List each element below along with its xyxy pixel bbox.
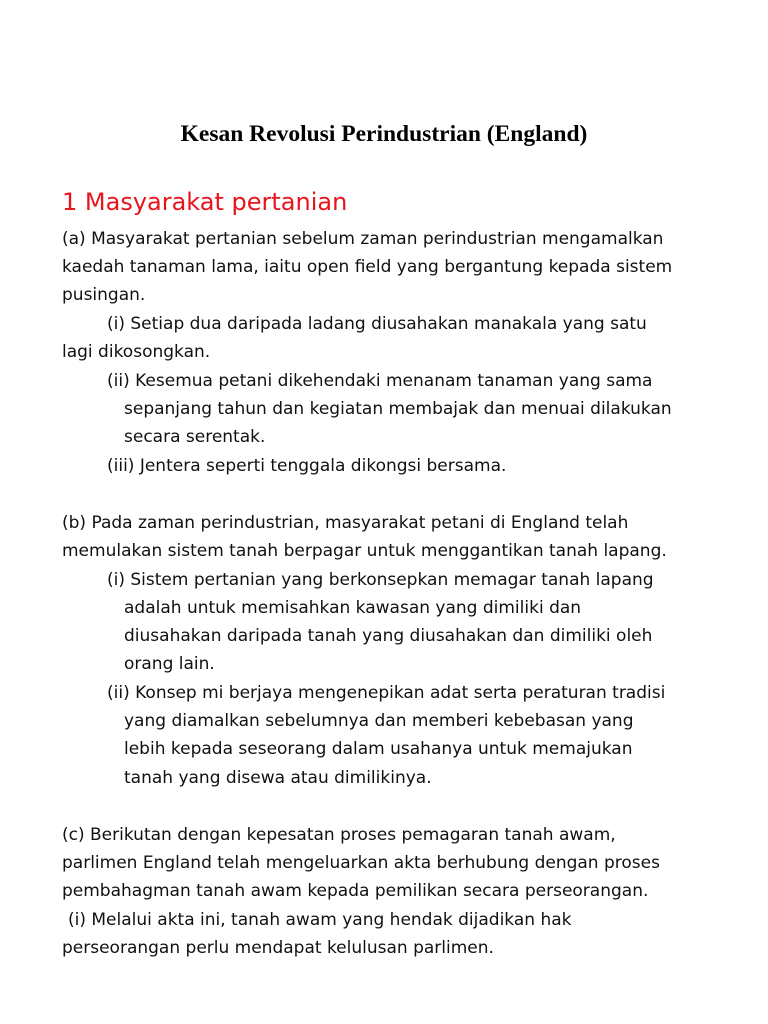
text-line: (i) Melalui akta ini, tanah awam yang hendak dijadikan hak (68, 910, 572, 930)
section-heading: 1 Masyarakat pertanian (62, 188, 348, 216)
text-line: lagi dikosongkan. (62, 342, 211, 362)
text-line: sepanjang tahun dan kegiatan membajak dan menuai dilakukan (124, 399, 672, 419)
text-line: (b) Pada zaman perindustrian, masyarakat petani di England telah (62, 513, 629, 533)
text-line: orang lain. (124, 654, 215, 674)
text-line: (ii) Kesemua petani dikehendaki menanam tanaman yang sama (107, 371, 653, 391)
document-title: Kesan Revolusi Perindustrian (England) (180, 121, 588, 147)
text-line: (iii) Jentera seperti tenggala dikongsi bersama. (107, 456, 507, 476)
text-line: (ii) Konsep mi berjaya mengenepikan adat serta peraturan tradisi (107, 683, 666, 703)
text-line: (a) Masyarakat pertanian sebelum zaman perindustrian mengamalkan (62, 229, 664, 249)
text-line: adalah untuk memisahkan kawasan yang dimiliki dan (124, 598, 582, 618)
text-line: kaedah tanaman lama, iaitu open field yang bergantung kepada sistem (62, 257, 673, 277)
text-line: yang diamalkan sebelumnya dan memberi kebebasan yang (124, 711, 634, 731)
text-line: parlimen England telah mengeluarkan akta berhubung dengan proses (62, 853, 660, 873)
text-line: (c) Berikutan dengan kepesatan proses pemagaran tanah awam, (62, 825, 616, 845)
text-line: (i) Sistem pertanian yang berkonsepkan memagar tanah lapang (107, 570, 654, 590)
text-line: (i) Setiap dua daripada ladang diusahakan manakala yang satu (107, 314, 647, 334)
text-line: perseorangan perlu mendapat kelulusan parlimen. (62, 938, 494, 958)
text-line: lebih kepada seseorang dalam usahanya untuk memajukan (124, 739, 633, 759)
text-line: tanah yang disewa atau dimilikinya. (124, 768, 432, 788)
text-line: pusingan. (62, 285, 146, 305)
text-line: memulakan sistem tanah berpagar untuk menggantikan tanah lapang. (62, 541, 667, 561)
text-line: diusahakan daripada tanah yang diusahakan dan dimiliki oleh (124, 626, 653, 646)
text-line: secara serentak. (124, 427, 266, 447)
text-line: pembahagman tanah awam kepada pemilikan secara perseorangan. (62, 881, 649, 901)
